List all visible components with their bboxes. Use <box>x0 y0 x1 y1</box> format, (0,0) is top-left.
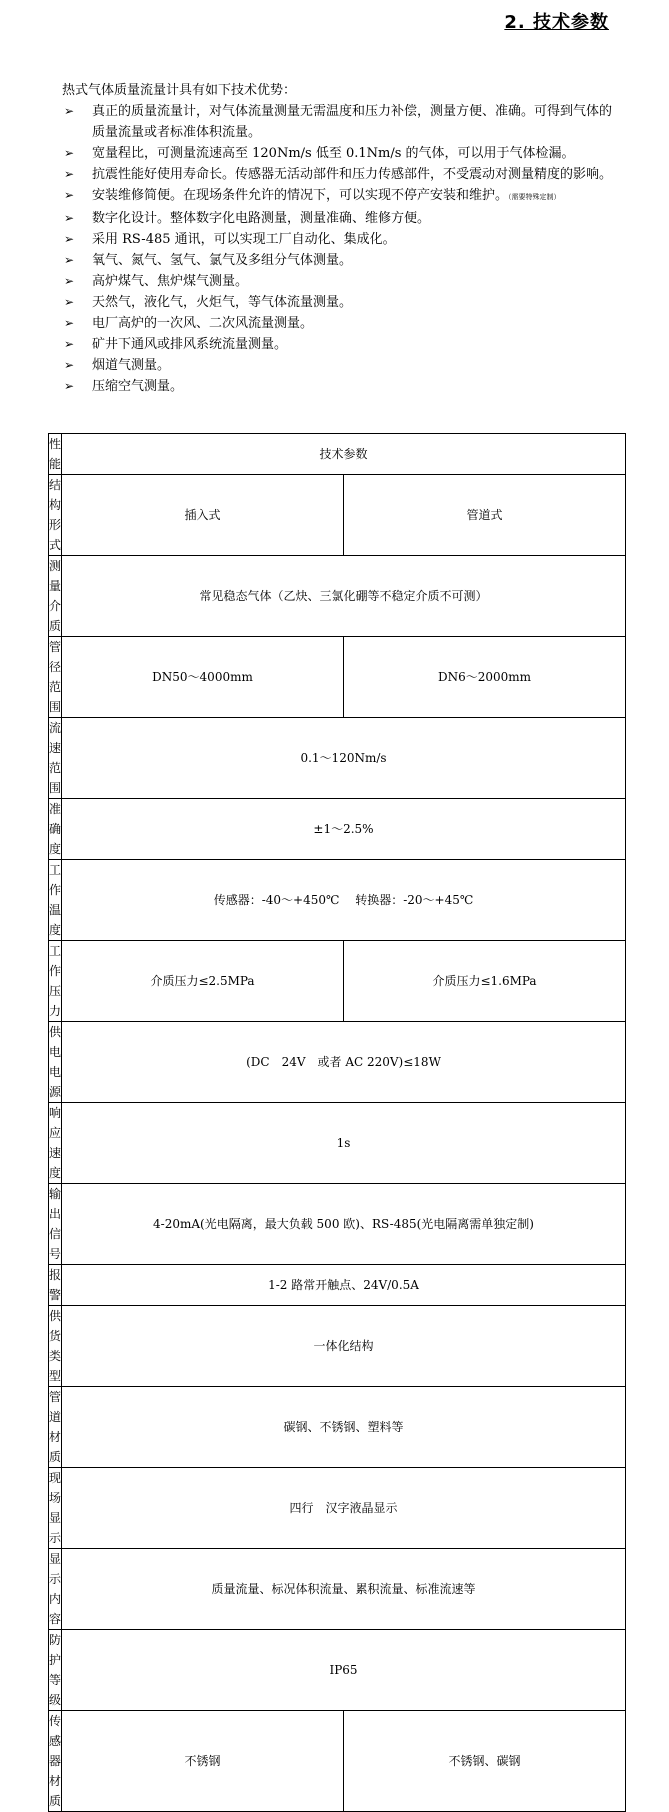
list-item-text: 抗震性能好使用寿命长。传感器无活动部件和压力传感部件，不受震动对测量精度的影响。 <box>92 167 613 182</box>
table-row <box>49 1711 626 1812</box>
list-item-text: 采用 RS-485 通讯，可以实现工厂自动化、集成化。 <box>92 232 396 247</box>
table-row <box>49 860 626 941</box>
row-label: 防护等级 <box>49 1630 62 1711</box>
arrow-bullet-icon: ➢ <box>64 167 75 181</box>
arrow-bullet-icon: ➢ <box>64 146 75 160</box>
list-item-text: 矿井下通风或排风系统流量测量。 <box>92 337 288 352</box>
table-cell: 一体化结构 <box>62 1306 626 1387</box>
table-cell: 不锈钢 <box>62 1711 344 1812</box>
row-label: 管道材质 <box>49 1387 62 1468</box>
row-label: 流速范围 <box>49 718 62 799</box>
row-label: 传感器材质 <box>49 1711 62 1812</box>
arrow-bullet-icon: ➢ <box>64 337 75 351</box>
table-cell: 质量流量、标况体积流量、累积流量、标准流速等 <box>62 1549 626 1630</box>
list-item <box>62 143 622 164</box>
row-label: 测量介质 <box>49 556 62 637</box>
spec-table <box>48 433 626 1812</box>
table-header-row <box>49 434 626 475</box>
list-item <box>62 355 622 376</box>
intro-text: 热式气体质量流量计具有如下技术优势： <box>62 83 297 98</box>
arrow-bullet-icon: ➢ <box>64 274 75 288</box>
advantages-list <box>62 101 622 397</box>
table-row <box>49 1630 626 1711</box>
list-item-text: 天然气，液化气，火炬气，等气体流量测量。 <box>92 295 353 310</box>
list-item-text: 安装维修简便。在现场条件允许的情况下，可以实现不停产安装和维护。 <box>92 188 509 203</box>
table-cell: 0.1～120Nm/s <box>62 718 626 799</box>
arrow-bullet-icon: ➢ <box>64 379 75 393</box>
list-item <box>62 334 622 355</box>
table-row <box>49 1549 626 1630</box>
list-item-text: 氧气、氮气、氢气、氯气及多组分气体测量。 <box>92 253 353 268</box>
list-item <box>62 292 622 313</box>
table-row <box>49 718 626 799</box>
list-item <box>62 313 622 334</box>
table-row <box>49 1306 626 1387</box>
list-item-text: 数字化设计。整体数字化电路测量，测量准确、维修方便。 <box>92 211 431 226</box>
list-item <box>62 376 622 397</box>
arrow-bullet-icon: ➢ <box>64 104 75 118</box>
list-item-text: 电厂高炉的一次风、二次风流量测量。 <box>92 316 314 331</box>
table-cell: DN6～2000mm <box>344 637 626 718</box>
row-label: 供货类型 <box>49 1306 62 1387</box>
table-cell: 介质压力≤2.5MPa <box>62 941 344 1022</box>
arrow-bullet-icon: ➢ <box>64 358 75 372</box>
list-item <box>62 101 622 143</box>
row-label: 结构形式 <box>49 475 62 556</box>
list-item-text: 烟道气测量。 <box>92 358 171 373</box>
table-cell: 1s <box>62 1103 626 1184</box>
arrow-bullet-icon: ➢ <box>64 232 75 246</box>
table-cell: 插入式 <box>62 475 344 556</box>
table-cell: 1-2 路常开触点、24V/0.5A <box>62 1265 626 1306</box>
table-cell: 不锈钢、碳钢 <box>344 1711 626 1812</box>
table-row <box>49 799 626 860</box>
arrow-bullet-icon: ➢ <box>64 253 75 267</box>
table-cell: (DC 24V 或者 AC 220V)≤18W <box>62 1022 626 1103</box>
table-cell: 四行 汉字液晶显示 <box>62 1468 626 1549</box>
list-item <box>62 185 622 208</box>
row-label: 现场显示 <box>49 1468 62 1549</box>
column-header: 性能 <box>49 434 62 475</box>
table-cell: 管道式 <box>344 475 626 556</box>
arrow-bullet-icon: ➢ <box>64 295 75 309</box>
section-heading: 2. 技术参数 <box>504 12 609 33</box>
list-item <box>62 250 622 271</box>
table-cell: 4-20mA(光电隔离，最大负载 500 欧)、RS-485(光电隔离需单独定制) <box>62 1184 626 1265</box>
list-item <box>62 271 622 292</box>
table-cell: 碳钢、不锈钢、塑料等 <box>62 1387 626 1468</box>
table-row <box>49 1468 626 1549</box>
table-cell: 传感器：-40～+450℃ 转换器：-20～+45℃ <box>62 860 626 941</box>
row-label: 响应速度 <box>49 1103 62 1184</box>
row-label: 工作压力 <box>49 941 62 1022</box>
row-label: 准确度 <box>49 799 62 860</box>
table-row <box>49 1103 626 1184</box>
table-row <box>49 1022 626 1103</box>
list-item-note: （需要特殊定制） <box>508 193 561 201</box>
row-label: 管径范围 <box>49 637 62 718</box>
row-label: 显示内容 <box>49 1549 62 1630</box>
row-label: 工作温度 <box>49 860 62 941</box>
list-item-text: 压缩空气测量。 <box>92 379 184 394</box>
list-item <box>62 208 622 229</box>
table-row <box>49 1387 626 1468</box>
table-row <box>49 941 626 1022</box>
table-row <box>49 1184 626 1265</box>
table-cell: IP65 <box>62 1630 626 1711</box>
list-item-text: 高炉煤气、焦炉煤气测量。 <box>92 274 249 289</box>
list-item <box>62 164 622 185</box>
row-label: 输出信号 <box>49 1184 62 1265</box>
column-header: 技术参数 <box>62 434 626 475</box>
table-row <box>49 1265 626 1306</box>
list-item <box>62 229 622 250</box>
table-row <box>49 556 626 637</box>
list-item-text: 宽量程比，可测量流速高至 120Nm/s 低至 0.1Nm/s 的气体，可以用于气体检漏。 <box>92 146 575 161</box>
arrow-bullet-icon: ➢ <box>64 188 75 202</box>
arrow-bullet-icon: ➢ <box>64 211 75 225</box>
table-row <box>49 637 626 718</box>
row-label: 报警 <box>49 1265 62 1306</box>
table-row <box>49 475 626 556</box>
table-cell: DN50～4000mm <box>62 637 344 718</box>
list-item-text: 真正的质量流量计，对气体流量测量无需温度和压力补偿，测量方便、准确。可得到气体的质量流量或者标准体积流量。 <box>92 104 613 140</box>
arrow-bullet-icon: ➢ <box>64 316 75 330</box>
row-label: 供电电源 <box>49 1022 62 1103</box>
table-cell: ±1～2.5% <box>62 799 626 860</box>
table-cell: 介质压力≤1.6MPa <box>344 941 626 1022</box>
table-cell: 常见稳态气体（乙炔、三氯化硼等不稳定介质不可测） <box>62 556 626 637</box>
